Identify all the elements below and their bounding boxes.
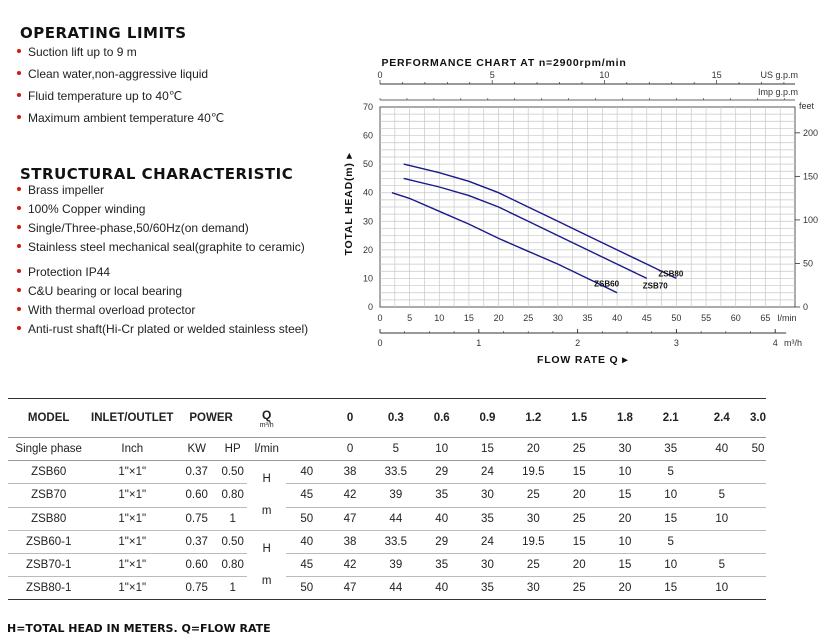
head-value: 40	[435, 512, 449, 525]
head-unit-cell	[247, 530, 286, 600]
list-item: With thermal overload protector	[14, 303, 308, 322]
list-item: Brass impeller	[14, 183, 305, 202]
y-tick-label: 10	[362, 273, 373, 284]
list-item: C&U bearing or local bearing	[14, 284, 308, 303]
hp-cell: 0.50	[221, 466, 244, 479]
head-value: 35	[481, 582, 494, 595]
head-value	[694, 530, 750, 553]
head-value: 47	[343, 582, 357, 595]
lmin-value: 35	[664, 443, 678, 456]
col-header-inlet: INLET/OUTLET	[91, 412, 174, 424]
head-value: 33.5	[384, 535, 408, 548]
head-value	[694, 461, 750, 484]
model-cell: ZSB80	[31, 512, 67, 525]
lmin-value: 20	[526, 443, 540, 456]
feet-tick-label: 100	[803, 214, 819, 225]
series-label: ZSB80	[658, 269, 684, 279]
table-row	[8, 484, 766, 507]
head-value: 19.5	[522, 535, 545, 548]
list-item: 100% Copper winding	[14, 202, 305, 221]
kw-cell: 0.60	[185, 559, 208, 572]
series-label: ZSB70	[642, 281, 668, 291]
head-value: 29	[435, 535, 449, 548]
lmin-tick-label: 0	[377, 313, 383, 323]
lmin-tick-label: 35	[582, 313, 593, 323]
head-value: 42	[343, 489, 357, 502]
head-value: 45	[300, 559, 314, 572]
y-axis-title: TOTAL HEAD(m) ▸	[343, 152, 355, 256]
head-value: 39	[389, 559, 403, 572]
q-value: 2.4	[713, 412, 730, 424]
list-item: Protection IP44	[14, 265, 308, 284]
feet-tick-label: 0	[803, 302, 809, 312]
unit-spacer	[286, 438, 327, 461]
lmin-tick-label: 60	[730, 313, 741, 323]
head-value: 5	[667, 535, 674, 548]
chart-grid	[380, 107, 795, 307]
inlet-cell: 1"×1"	[118, 535, 147, 548]
list-item: Maximum ambient temperature 40℃	[14, 111, 224, 133]
head-value: 20	[618, 512, 632, 525]
col-header-model: MODEL	[27, 412, 70, 424]
head-value: 5	[667, 466, 674, 479]
lmin-tick-label: 55	[701, 313, 712, 323]
head-value: 42	[343, 559, 357, 572]
col-header-spacer	[286, 399, 327, 438]
head-value: 25	[572, 582, 586, 595]
head-value: 38	[343, 466, 357, 479]
y-tick-label: 60	[362, 130, 373, 141]
head-unit-cell	[247, 461, 286, 531]
head-value: 10	[664, 489, 678, 502]
hp-cell: 0.50	[221, 535, 244, 548]
kw-cell: 0.75	[185, 512, 208, 525]
head-value: 45	[300, 489, 314, 502]
head-value: 30	[526, 512, 540, 525]
footnote: H=TOTAL HEAD IN METERS. Q=FLOW RATE	[7, 622, 271, 635]
model-cell: ZSB70-1	[25, 559, 72, 572]
m3h-tick-label: 4	[772, 338, 778, 348]
operating-limits-title: OPERATING LIMITS	[20, 24, 187, 42]
unit-hp: HP	[224, 443, 241, 456]
inlet-cell: 1"×1"	[118, 559, 147, 572]
m3h-tick-label: 0	[377, 338, 383, 348]
hp-cell: 0.80	[221, 559, 244, 572]
head-value: 44	[389, 582, 403, 595]
hp-cell: 1	[229, 582, 236, 595]
lmin-value: 10	[435, 443, 449, 456]
list-item: Clean water,non-aggressive liquid	[14, 67, 224, 89]
head-unit: m	[261, 575, 272, 588]
head-value: 25	[526, 489, 540, 502]
us-tick-label: 15	[711, 70, 722, 80]
y-tick-label: 40	[362, 187, 373, 198]
head-unit: m	[261, 505, 272, 518]
chart-axes	[363, 70, 818, 348]
head-value: 30	[481, 559, 494, 572]
feet-tick-label: 200	[803, 127, 819, 138]
head-value: 44	[389, 512, 403, 525]
kw-cell: 0.37	[185, 535, 208, 548]
kw-cell: 0.37	[185, 466, 208, 479]
table-row	[8, 577, 766, 600]
head-value: 10	[664, 559, 678, 572]
head-value: 25	[572, 512, 586, 525]
list-item: Single/Three-phase,50/60Hz(on demand)	[14, 221, 305, 240]
q-value: 1.8	[616, 412, 633, 424]
head-value: 35	[435, 559, 449, 572]
model-cell: ZSB60	[31, 466, 67, 479]
lmin-value: 40	[715, 443, 729, 456]
feet-unit-label: feet	[799, 101, 815, 111]
feet-tick-label: 50	[803, 258, 814, 269]
hp-cell: 1	[229, 512, 236, 525]
unit-kw: KW	[187, 443, 206, 456]
head-value: 20	[618, 582, 632, 595]
lmin-value: 5	[392, 443, 400, 456]
head-value: 35	[435, 489, 449, 502]
model-cell: ZSB60-1	[25, 535, 72, 548]
head-label: H	[262, 473, 271, 486]
us-unit-label: US g.p.m	[760, 70, 798, 80]
q-value: 3.0	[750, 412, 766, 424]
head-value: 15	[618, 489, 632, 502]
y-tick-label: 50	[362, 159, 373, 170]
m3h-tick-label: 2	[575, 338, 581, 348]
m3h-unit-label: m³/h	[784, 338, 802, 348]
inlet-cell: 1"×1"	[118, 466, 147, 479]
head-value: 50	[300, 512, 314, 525]
kw-cell: 0.60	[185, 489, 208, 502]
head-value: 47	[343, 512, 357, 525]
unit-inch: Inch	[121, 443, 144, 456]
head-value: 15	[664, 582, 678, 595]
lmin-tick-label: 25	[523, 313, 534, 323]
lmin-tick-label: 50	[671, 313, 682, 323]
lmin-tick-label: 65	[760, 313, 771, 323]
col-header-q: Q m³/h	[259, 407, 274, 429]
head-value: 15	[664, 512, 678, 525]
inlet-cell: 1"×1"	[118, 489, 147, 502]
table-row	[8, 530, 766, 553]
table-row	[8, 461, 766, 484]
head-value: 30	[526, 582, 540, 595]
unit-lmin: l/min	[254, 443, 279, 456]
lmin-tick-label: 20	[493, 313, 504, 323]
head-value: 38	[343, 535, 357, 548]
head-value: 10	[715, 512, 729, 525]
head-value: 5	[718, 489, 725, 502]
us-tick-label: 0	[377, 70, 383, 80]
head-value: 40	[300, 535, 314, 548]
lmin-tick-label: 45	[641, 313, 652, 323]
head-value: 40	[300, 466, 314, 479]
us-tick-label: 5	[489, 70, 495, 80]
lmin-unit-label: l/min	[777, 313, 797, 323]
head-value: 15	[572, 535, 586, 548]
table-row	[8, 553, 766, 576]
m3h-tick-label: 3	[673, 338, 679, 348]
q-value: 1.5	[571, 412, 588, 424]
head-value: 33.5	[384, 466, 408, 479]
lmin-value: 0	[346, 443, 354, 456]
lmin-tick-label: 10	[434, 313, 445, 323]
head-value: 10	[618, 466, 632, 479]
q-value: 0.3	[387, 412, 404, 424]
list-item: Fluid temperature up to 40℃	[14, 89, 224, 111]
y-tick-label: 20	[362, 244, 373, 255]
head-value: 19.5	[522, 466, 545, 479]
q-value: 0.9	[479, 412, 496, 424]
head-value: 39	[389, 489, 403, 502]
list-item: Anti-rust shaft(Hi-Cr plated or welded stainless steel)	[14, 322, 308, 341]
x-axis-title: FLOW RATE Q ▸	[537, 354, 629, 366]
head-value: 15	[572, 466, 586, 479]
inlet-cell: 1"×1"	[118, 512, 147, 525]
imp-unit-label: Imp g.p.m	[757, 87, 798, 97]
hp-cell: 0.80	[221, 489, 244, 502]
lmin-tick-label: 40	[612, 313, 623, 323]
list-item: Suction lift up to 9 m	[14, 45, 224, 67]
list-item: Stainless steel mechanical seal(graphite to ceramic)	[14, 240, 305, 259]
head-value: 35	[481, 512, 494, 525]
model-cell: ZSB70	[31, 489, 67, 502]
y-tick-label: 70	[362, 102, 373, 112]
head-value: 24	[481, 535, 494, 548]
head-value: 5	[718, 559, 725, 572]
head-value: 25	[526, 559, 540, 572]
head-value: 10	[715, 582, 729, 595]
head-label: H	[262, 543, 271, 556]
kw-cell: 0.75	[185, 582, 208, 595]
lmin-tick-label: 30	[552, 313, 563, 323]
head-value: 50	[300, 582, 314, 595]
lmin-value: 15	[481, 443, 494, 456]
head-value: 20	[572, 489, 586, 502]
y-tick-label: 0	[367, 302, 373, 312]
col-header-power: POWER	[189, 412, 233, 424]
table-units-row	[8, 438, 766, 461]
inlet-cell: 1"×1"	[118, 582, 147, 595]
structural-title: STRUCTURAL CHARACTERISTIC	[20, 165, 294, 183]
chart-title: PERFORMANCE CHART AT n=2900rpm/min	[381, 57, 627, 69]
table-row	[8, 507, 766, 530]
lmin-value: 25	[572, 443, 586, 456]
head-value: 15	[618, 559, 632, 572]
head-value: 29	[435, 466, 449, 479]
head-value: 30	[481, 489, 494, 502]
head-value: 24	[481, 466, 494, 479]
q-value: 1.2	[525, 412, 542, 424]
series-label: ZSB60	[594, 279, 620, 289]
y-tick-label: 30	[362, 216, 373, 227]
model-cell: ZSB80-1	[25, 582, 72, 595]
head-value: 10	[618, 535, 632, 548]
unit-phase: Single phase	[15, 443, 82, 456]
q-value: 0	[346, 412, 354, 424]
lmin-value: 30	[618, 443, 632, 456]
lmin-tick-label: 15	[463, 313, 474, 323]
us-tick-label: 10	[599, 70, 610, 80]
lmin-value: 50	[751, 443, 765, 456]
head-value: 40	[435, 582, 449, 595]
lmin-tick-label: 5	[407, 313, 413, 323]
head-value: 20	[572, 559, 586, 572]
m3h-tick-label: 1	[476, 338, 482, 348]
q-value: 2.1	[662, 412, 679, 424]
table-header-row	[8, 399, 766, 438]
feet-tick-label: 150	[803, 171, 819, 182]
spec-table	[8, 398, 766, 600]
q-value: 0.6	[433, 412, 450, 424]
